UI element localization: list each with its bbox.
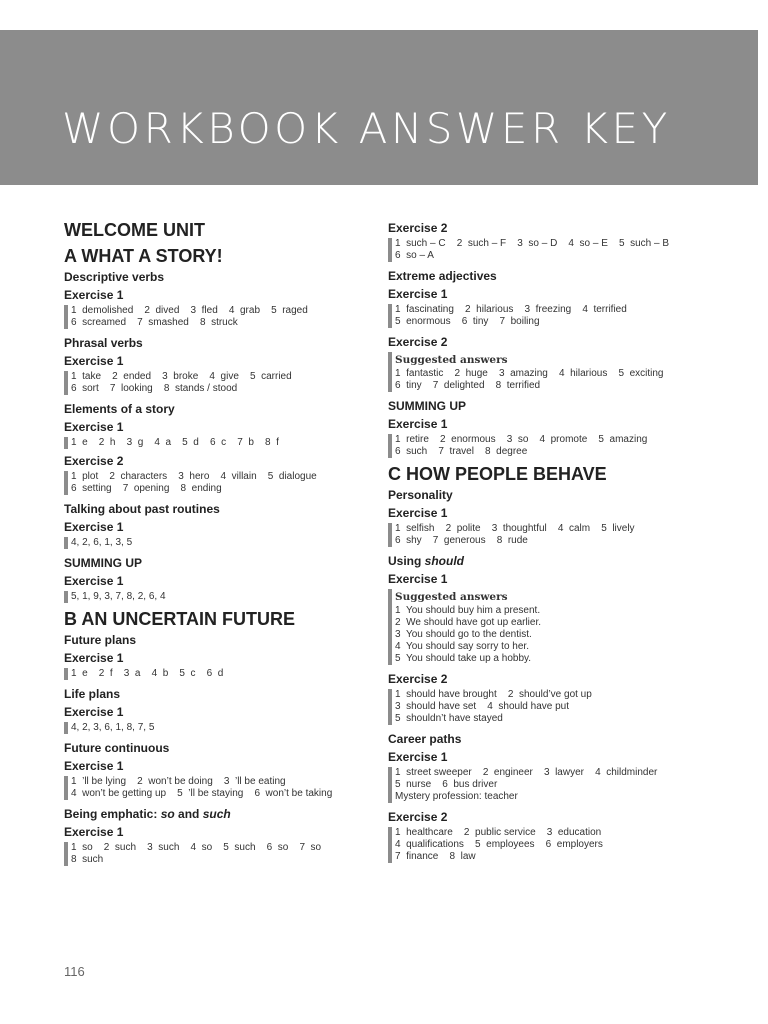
exercise-heading: Exercise 2	[388, 221, 448, 235]
topic-heading: Personality	[388, 488, 453, 502]
answer-line: 1 street sweeper 2 engineer 3 lawyer 4 childminder	[395, 767, 658, 778]
topic-heading: Talking about past routines	[64, 502, 220, 516]
answer-line: 2 We should have got up earlier.	[395, 617, 542, 628]
topic-heading: SUMMING UP	[64, 556, 142, 570]
topic-heading: Extreme adjectives	[388, 269, 497, 283]
answer-line: 6 tiny 7 delighted 8 terrified	[395, 380, 541, 391]
answer-line: 5, 1, 9, 3, 7, 8, 2, 6, 4	[71, 591, 166, 602]
answer-line: 4, 2, 6, 1, 3, 5	[71, 537, 133, 548]
topic-heading: Future continuous	[64, 741, 170, 755]
answer-line: 1 so 2 such 3 such 4 so 5 such 6 so 7 so	[71, 842, 322, 853]
answer-line: 6 so – A	[395, 250, 434, 261]
exercise-heading: Exercise 1	[64, 574, 124, 588]
answer-line: 1 You should buy him a present.	[395, 605, 541, 616]
answer-line: 5 shouldn’t have stayed	[395, 713, 503, 724]
answer-line: 1 retire 2 enormous 3 so 4 promote 5 amazing	[395, 434, 648, 445]
welcome-unit-heading: WELCOME UNIT	[64, 220, 205, 240]
answer-line: 6 screamed 7 smashed 8 struck	[71, 317, 238, 328]
answer-line: 1 ’ll be lying 2 won’t be doing 3 ’ll be eating	[71, 776, 286, 787]
exercise-heading: Exercise 1	[64, 520, 124, 534]
page-number: 116	[64, 964, 85, 979]
answer-line: 6 setting 7 opening 8 ending	[71, 483, 222, 494]
answer-block	[64, 668, 369, 680]
topic-heading-emphasis: such	[202, 807, 231, 821]
topic-heading-emphasis: so	[160, 807, 175, 821]
answer-block	[388, 523, 693, 547]
answer-block	[64, 776, 369, 800]
answer-line: 6 sort 7 looking 8 stands / stood	[71, 383, 238, 394]
answer-line: 1 take 2 ended 3 broke 4 give 5 carried	[71, 371, 292, 382]
answer-block	[388, 238, 693, 262]
answer-block	[388, 827, 693, 863]
answer-block	[388, 304, 693, 328]
answer-block	[388, 352, 693, 392]
exercise-heading: Exercise 1	[388, 506, 448, 520]
answer-block	[388, 767, 693, 803]
answer-line: 3 You should go to the dentist.	[395, 629, 532, 640]
answer-block	[64, 842, 369, 866]
answer-line: 4, 2, 3, 6, 1, 8, 7, 5	[71, 722, 155, 733]
suggested-answers-label: Suggested answers	[395, 354, 508, 366]
exercise-heading: Exercise 1	[388, 572, 448, 586]
exercise-heading: Exercise 1	[64, 825, 124, 839]
topic-heading: Future plans	[64, 633, 137, 647]
answer-line: Mystery profession: teacher	[395, 791, 518, 802]
answer-block	[64, 591, 369, 603]
answer-line: 4 You should say sorry to her.	[395, 641, 529, 652]
exercise-heading: Exercise 1	[388, 417, 448, 431]
answer-line: 1 e 2 f 3 a 4 b 5 c 6 d	[71, 668, 224, 679]
topic-heading	[64, 806, 369, 822]
topic-heading-text: Using	[388, 554, 425, 568]
answer-line: 6 such 7 travel 8 degree	[395, 446, 528, 457]
exercise-heading: Exercise 1	[388, 287, 448, 301]
answer-block	[388, 689, 693, 725]
exercise-heading: Exercise 2	[388, 672, 448, 686]
exercise-heading: Exercise 1	[64, 651, 124, 665]
answer-line: 1 demolished 2 dived 3 fled 4 grab 5 raged	[71, 305, 308, 316]
unit-c-heading: C HOW PEOPLE BEHAVE	[388, 464, 607, 484]
answer-line: 6 shy 7 generous 8 rude	[395, 535, 528, 546]
answer-block	[64, 471, 369, 495]
answer-block	[388, 434, 693, 458]
topic-heading-text: Being emphatic:	[64, 807, 161, 821]
answer-line: 4 qualifications 5 employees 6 employers	[395, 839, 603, 850]
answer-line: 1 selfish 2 polite 3 thoughtful 4 calm 5 lively	[395, 523, 635, 534]
left-column	[64, 218, 369, 870]
answer-line: 5 nurse 6 bus driver	[395, 779, 498, 790]
topic-heading-text: and	[174, 807, 203, 821]
topic-heading: Life plans	[64, 687, 121, 701]
answer-line: 1 e 2 h 3 g 4 a 5 d 6 c 7 b 8 f	[71, 437, 279, 448]
topic-heading	[388, 553, 693, 569]
answer-block	[64, 537, 369, 549]
answer-line: 1 plot 2 characters 3 hero 4 villain 5 dialogue	[71, 471, 317, 482]
topic-heading: SUMMING UP	[388, 399, 466, 413]
topic-heading: Elements of a story	[64, 402, 175, 416]
answer-line: 1 should have brought 2 should’ve got up	[395, 689, 592, 700]
topic-heading: Phrasal verbs	[64, 336, 143, 350]
unit-b-heading: B AN UNCERTAIN FUTURE	[64, 609, 295, 629]
answer-block	[388, 589, 693, 665]
answer-line: 5 enormous 6 tiny 7 boiling	[395, 316, 540, 327]
answer-block	[64, 722, 369, 734]
answer-line: 4 won’t be getting up 5 ’ll be staying 6 won’t be taking	[71, 788, 333, 799]
exercise-heading: Exercise 2	[64, 454, 124, 468]
exercise-heading: Exercise 1	[64, 759, 124, 773]
answer-block	[64, 437, 369, 449]
answer-line: 7 finance 8 law	[395, 851, 476, 862]
answer-line: 1 fascinating 2 hilarious 3 freezing 4 terrified	[395, 304, 627, 315]
answer-block	[64, 371, 369, 395]
answer-line: 8 such	[71, 854, 104, 865]
answer-line: 1 healthcare 2 public service 3 education	[395, 827, 602, 838]
exercise-heading: Exercise 1	[64, 420, 124, 434]
suggested-answers-label: Suggested answers	[395, 591, 508, 603]
exercise-heading: Exercise 1	[64, 288, 124, 302]
right-column	[388, 220, 693, 867]
topic-heading: Career paths	[388, 732, 462, 746]
answer-line: 1 such – C 2 such – F 3 so – D 4 so – E 5 such – B	[395, 238, 670, 249]
unit-a-heading: A WHAT A STORY!	[64, 246, 223, 266]
exercise-heading: Exercise 1	[64, 354, 124, 368]
answer-line: 3 should have set 4 should have put	[395, 701, 570, 712]
answer-line: 1 fantastic 2 huge 3 amazing 4 hilarious 5 exciting	[395, 368, 664, 379]
exercise-heading: Exercise 2	[388, 335, 448, 349]
exercise-heading: Exercise 2	[388, 810, 448, 824]
topic-heading-emphasis: should	[424, 554, 464, 568]
page-title: WORKBOOK ANSWER KEY	[62, 104, 671, 153]
answer-block	[64, 305, 369, 329]
exercise-heading: Exercise 1	[64, 705, 124, 719]
exercise-heading: Exercise 1	[388, 750, 448, 764]
answer-line: 5 You should take up a hobby.	[395, 653, 532, 664]
topic-heading: Descriptive verbs	[64, 270, 165, 284]
